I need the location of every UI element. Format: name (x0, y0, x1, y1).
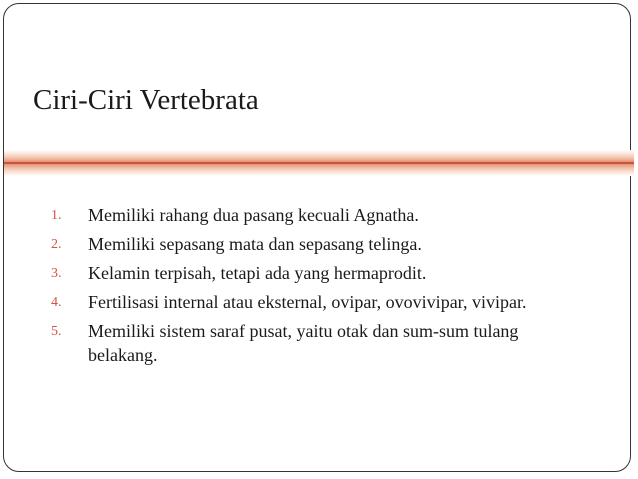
list-item-number: 2. (51, 237, 62, 252)
list-item (51, 261, 551, 286)
list-item-text: Memiliki rahang dua pasang kecuali Agnatha. (88, 205, 419, 225)
slide-title: Ciri-Ciri Vertebrata (33, 84, 259, 116)
characteristics-list (51, 203, 551, 371)
list-item-text: Kelamin terpisah, tetapi ada yang hermaprodit. (88, 263, 427, 283)
list-item (51, 232, 551, 257)
list-item-number: 1. (51, 208, 62, 223)
list-item-number: 3. (51, 266, 62, 281)
list-item-text: Fertilisasi internal atau eksternal, ovipar, ovovivipar, vivipar. (88, 292, 527, 312)
list-item (51, 319, 551, 367)
list-item-text: Memiliki sistem saraf pusat, yaitu otak dan sum-sum tulang belakang. (88, 321, 519, 365)
list-item-number: 4. (51, 295, 62, 310)
list-item-text: Memiliki sepasang mata dan sepasang telinga. (88, 234, 422, 254)
title-divider-line (4, 162, 634, 164)
list-item (51, 203, 551, 228)
list-item-number: 5. (51, 324, 62, 339)
list-item (51, 290, 551, 315)
